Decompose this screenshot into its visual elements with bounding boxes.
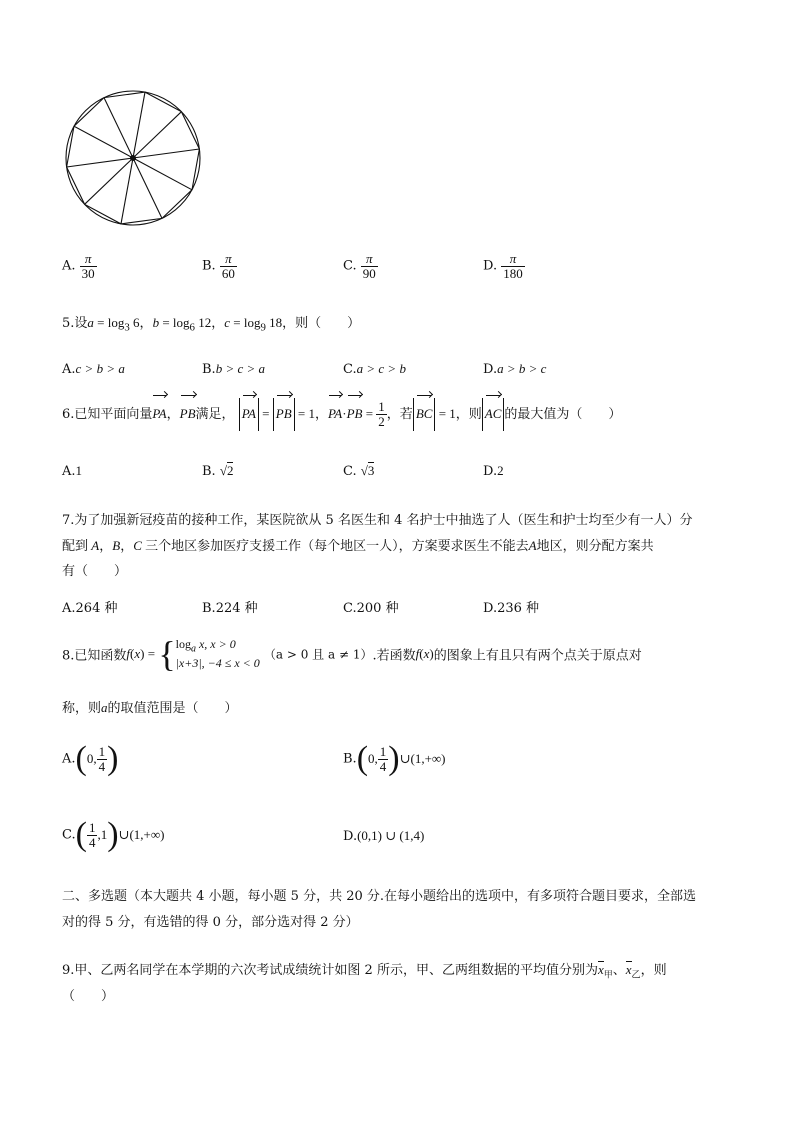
q8-option-d: D.(0,1) ∪ (1,4)	[343, 828, 425, 844]
q9-line2: （ ）	[62, 989, 115, 1004]
spoke-line	[133, 158, 162, 218]
q7-option-b: B.224 种	[202, 601, 258, 616]
q6-stem: 6.已知平面向量PA，PB满足， PA = PB = 1，PA·PB = $\frac{1}{2}$ ，若 BC = 1，则 AC 的最大值为（ ）	[62, 399, 622, 429]
q5-option-a: A.c > b > a	[62, 361, 125, 377]
q5-option-c: C.a > c > b	[343, 361, 406, 377]
piecewise-function: $\log_a x$, x > 0 |x+3|, −4 ≤ x < 0	[175, 637, 260, 670]
q4-option-c: C. $\frac{\pi}{90}$	[343, 251, 376, 281]
q7-line3: 有（ ）	[62, 564, 128, 579]
q7-line1: 7.为了加强新冠疫苗的接种工作，某医院欲从 5 名医生和 4 名护士中抽选了人（医生和护士均至少有一人）分	[62, 513, 693, 528]
spoke-line	[133, 149, 199, 158]
center-point	[131, 156, 136, 161]
fraction-numerator: π	[80, 252, 97, 267]
q6-option-c: C. √3	[343, 463, 375, 479]
q9-line1: 9.甲、乙两名同学在本学期的六次考试成绩统计如图 2 所示，甲、乙两组数据的平均值分别为$x_甲$、$x_乙$，则	[62, 962, 667, 981]
q5-option-d: D.a > b > c	[483, 361, 547, 377]
q7-option-d: D.236 种	[483, 601, 540, 616]
spoke-line	[67, 158, 133, 167]
q8-stem: 8.已知函数f(x) = { $\log_a x$, x > 0 |x+3|, −4 ≤ x < 0 （a > 0 且 a ≠ 1）.若函数f(x)的图象上有且只有两个点关于原点对	[62, 634, 642, 674]
section2-line1: 二、多选题（本大题共 4 小题，每小题 5 分，共 20 分.在每小题给出的选项中，有多项符合题目要求，全部选	[62, 889, 697, 904]
q4-option-b: B. $\frac{\pi}{60}$	[202, 251, 235, 281]
spoke-line	[133, 158, 192, 190]
q7-option-a: A.264 种	[62, 601, 118, 616]
q7-line2: 配到 A，B，C 三个地区参加医疗支援工作（每个地区一人），方案要求医生不能去A地区，则分配方案共	[62, 538, 654, 554]
q6-option-b: B. √2	[202, 463, 234, 479]
q7-option-c: C.200 种	[343, 601, 399, 616]
section2-line2: 对的得 5 分，有选错的得 0 分，部分选对得 2 分）	[62, 915, 359, 930]
spoke-line	[104, 98, 133, 158]
q8-option-b: B.(0, $\frac{1}{4}$ )∪(1,+∞)	[343, 740, 446, 777]
q8-line2: 称，则a的取值范围是（ ）	[62, 700, 238, 716]
fraction-denominator: 30	[81, 265, 95, 281]
q6-option-a: A.1	[62, 463, 83, 479]
q6-option-d: D.2	[483, 463, 504, 479]
spoke-line	[74, 126, 133, 158]
q5-option-b: B.b > c > a	[202, 361, 266, 377]
q4-option-d: D. $\frac{\pi}{180}$	[483, 251, 523, 281]
circle-polygon-figure	[60, 85, 210, 235]
q8-option-a: A.(0, $\frac{1}{4}$ )	[62, 740, 119, 777]
q8-option-c: C.( $\frac{1}{4}$ ,1)∪(1,+∞)	[62, 816, 165, 853]
q4-option-a: A. $\frac{\pi}{30}$	[62, 251, 95, 281]
q5-stem: 5.设$a = \log_3 6$，$b = \log_6 12$，$c = \log_9 18$，则（ ）	[62, 315, 361, 334]
